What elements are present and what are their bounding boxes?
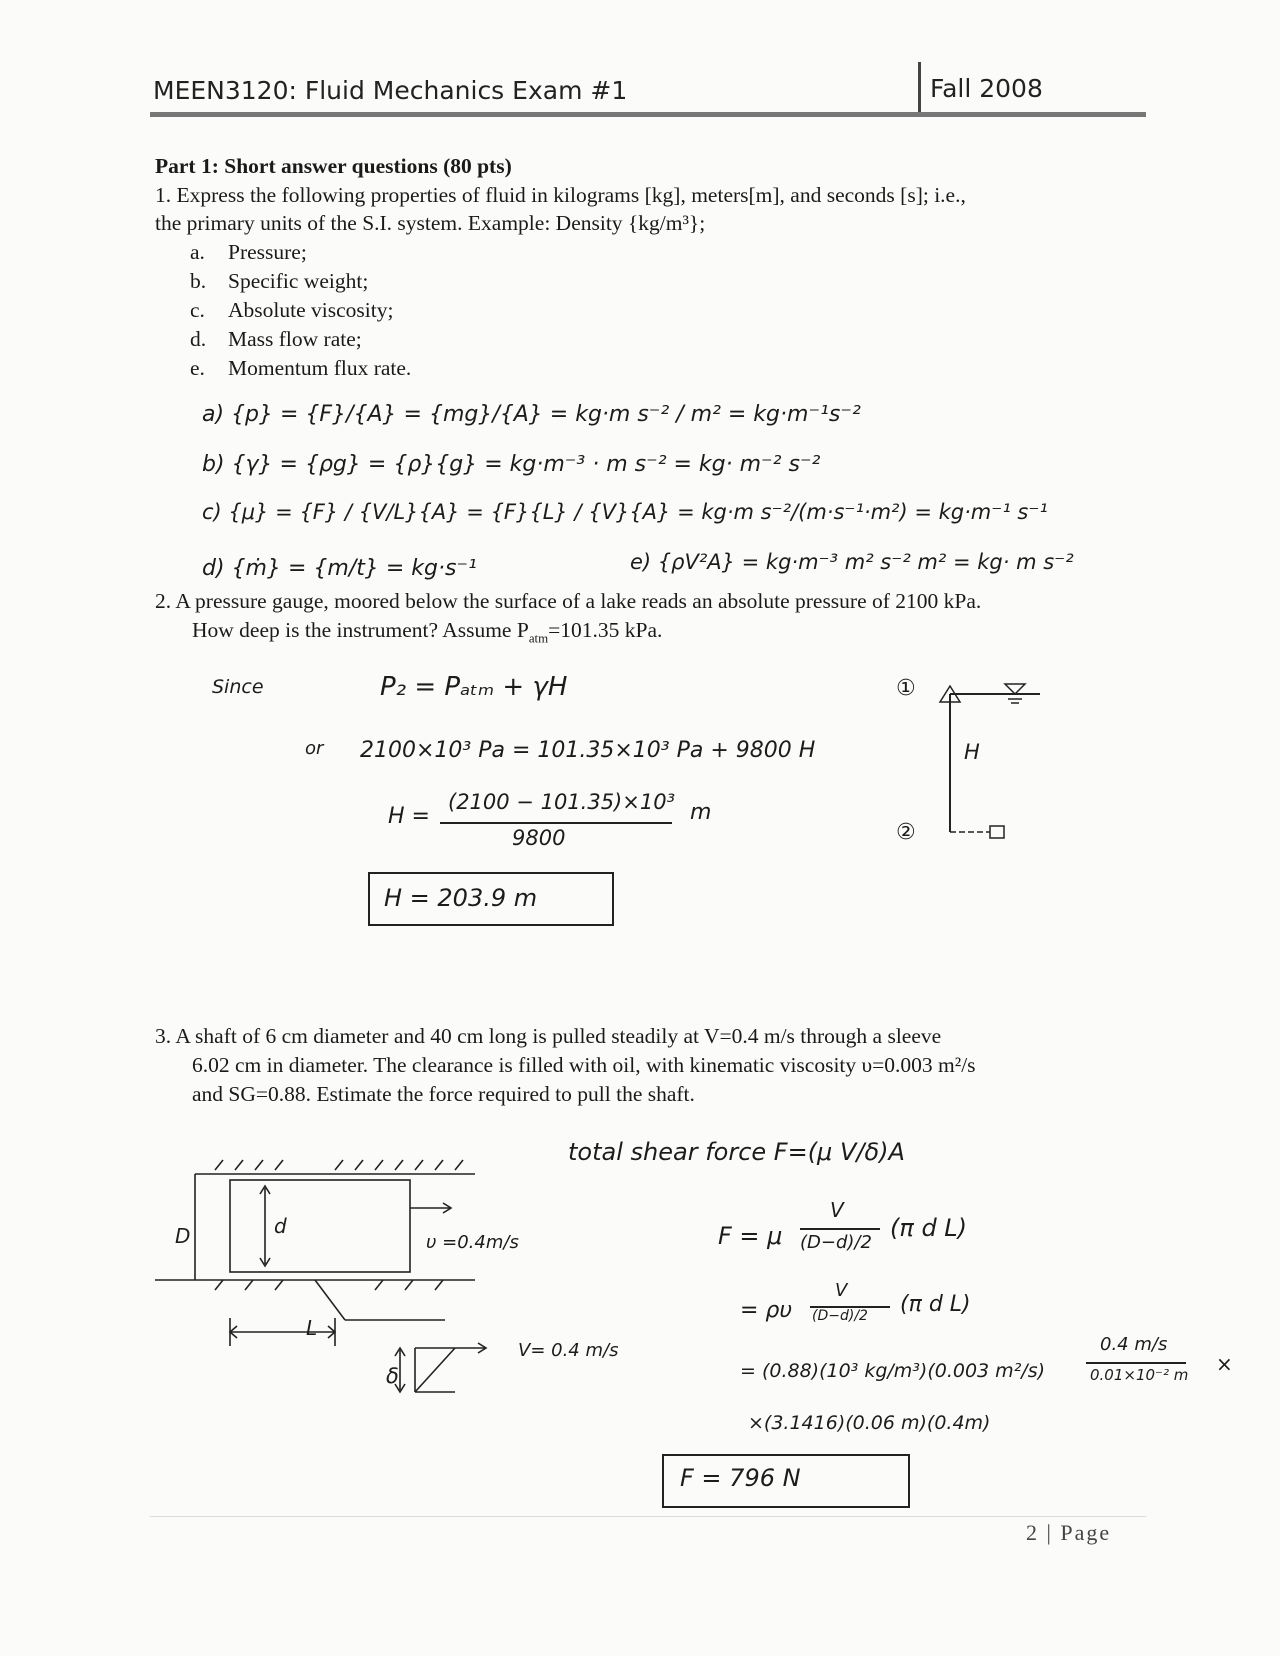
q1-line1: 1. Express the following properties of fluid in kilograms [kg], meters[m], and seconds [s]; i.e., — [155, 183, 966, 207]
list-item — [190, 238, 307, 266]
footer-rule — [150, 1516, 1146, 1517]
q2-line2-text: How deep is the instrument? Assume P — [192, 618, 529, 642]
q3-line1: 3. A shaft of 6 cm diameter and 40 cm long is pulled steadily at V=0.4 m/s through a sleeve — [155, 1024, 942, 1048]
q3-f2-rhs: (π d L) — [900, 1292, 971, 1317]
item-label: b. — [190, 269, 207, 293]
q2-line2-end: =101.35 kPa. — [548, 618, 663, 642]
q3-f2-lhs: = ρυ — [740, 1298, 793, 1323]
item-text: Mass flow rate; — [228, 327, 362, 351]
item-text: Momentum flux rate. — [228, 356, 412, 380]
q2-eq3-unit: m — [690, 800, 712, 825]
q2-line2 — [192, 616, 662, 652]
list-item — [190, 325, 362, 353]
q2-line2-sub: atm — [528, 631, 549, 646]
q2-depth-label: H — [964, 740, 980, 764]
q3-shaft-diagram — [155, 1140, 635, 1400]
q2-eq1: P₂ = Pₐₜₘ + γH — [380, 672, 568, 702]
q3-f2-den: (D−d)/2 — [812, 1308, 868, 1324]
q3-shear-label: total shear force F=(μ V/δ)A — [568, 1138, 905, 1166]
q2-eq3-den: 9800 — [512, 826, 566, 850]
course-title: MEEN3120: Fluid Mechanics Exam #1 — [153, 76, 628, 105]
q2-since: Since — [212, 676, 264, 698]
part1-heading: Part 1: Short answer questions (80 pts) — [155, 154, 512, 178]
semester-label: Fall 2008 — [930, 74, 1043, 103]
q1-answer-c: c) {μ} = {F} / {V/L}{A} = {F}{L} / {V}{A} = kg·m s⁻²/(m·s⁻¹·m²) = kg·m⁻¹ s⁻¹ — [202, 500, 1048, 524]
q2-answer: H = 203.9 m — [384, 884, 538, 912]
q1-line2: the primary units of the S.I. system. Example: Density {kg/m³}; — [155, 211, 706, 235]
q3-f2-num: V — [835, 1280, 848, 1301]
q3-line3: and SG=0.88. Estimate the force required to pull the shaft. — [192, 1082, 695, 1106]
item-text: Pressure; — [228, 240, 307, 264]
item-text: Specific weight; — [228, 269, 369, 293]
q3-D-label: D — [175, 1224, 191, 1248]
q3-d-label: d — [274, 1214, 287, 1238]
q2-point2-label: ② — [896, 820, 916, 845]
q3-answer: F = 796 N — [680, 1464, 801, 1492]
list-item — [190, 296, 393, 324]
q3-f3: = (0.88)(10³ kg/m³)(0.003 m²/s) — [740, 1360, 1046, 1382]
q3-f4: ×(3.1416)(0.06 m)(0.4m) — [748, 1412, 991, 1434]
list-item — [190, 354, 411, 382]
q3-shaft-velocity: υ =0.4m/s — [426, 1232, 519, 1253]
q1-answer-a: a) {p} = {F}/{A} = {mg}/{A} = kg·m s⁻² / m² = kg·m⁻¹s⁻² — [202, 402, 861, 427]
item-label: d. — [190, 327, 207, 351]
q3-f1-rhs: (π d L) — [890, 1214, 968, 1242]
q2-eq3-lhs: H = — [388, 804, 430, 829]
q3-f1-num: V — [830, 1198, 844, 1222]
q3-f1-lhs: F = μ — [718, 1222, 783, 1250]
q3-line2: 6.02 cm in diameter. The clearance is filled with oil, with kinematic viscosity υ=0.003 m²/s — [192, 1053, 976, 1077]
item-label: e. — [190, 356, 205, 380]
page-number: 2 | Page — [1026, 1520, 1112, 1545]
q3-f3-times: × — [1216, 1352, 1233, 1376]
q2-eq3-num: (2100 − 101.35)×10³ — [448, 790, 675, 814]
header-divider — [918, 62, 921, 112]
q3-f3-den: 0.01×10⁻² m — [1090, 1366, 1189, 1384]
item-text: Absolute viscosity; — [228, 298, 394, 322]
q2-eq3-bar — [440, 822, 672, 824]
q3-f1-den: (D−d)/2 — [800, 1232, 872, 1253]
q3-delta-label: δ — [386, 1364, 399, 1388]
q2-eq2: 2100×10³ Pa = 101.35×10³ Pa + 9800 H — [360, 738, 816, 763]
q3-f3-bar — [1086, 1362, 1186, 1364]
q1-answer-b: b) {γ} = {ρg} = {ρ}{g} = kg·m⁻³ · m s⁻² = kg· m⁻² s⁻² — [202, 452, 821, 477]
q2-point1-label: ① — [896, 676, 916, 701]
q3-profile-velocity: V= 0.4 m/s — [518, 1340, 619, 1361]
list-item — [190, 267, 368, 295]
q3-f1-bar — [800, 1228, 880, 1230]
q1-answer-d: d) {ṁ} = {m/t} = kg·s⁻¹ — [202, 556, 477, 581]
header-rule — [150, 112, 1146, 117]
q3-L-label: L — [306, 1316, 318, 1340]
q2-line1: 2. A pressure gauge, moored below the surface of a lake reads an absolute pressure of 2100 kPa. — [155, 589, 982, 613]
q3-f3-num: 0.4 m/s — [1100, 1334, 1168, 1355]
q1-answer-e: e) {ρV²A} = kg·m⁻³ m² s⁻² m² = kg· m s⁻² — [630, 550, 1074, 574]
item-label: c. — [190, 298, 205, 322]
q2-or: or — [305, 738, 324, 759]
item-label: a. — [190, 240, 205, 264]
